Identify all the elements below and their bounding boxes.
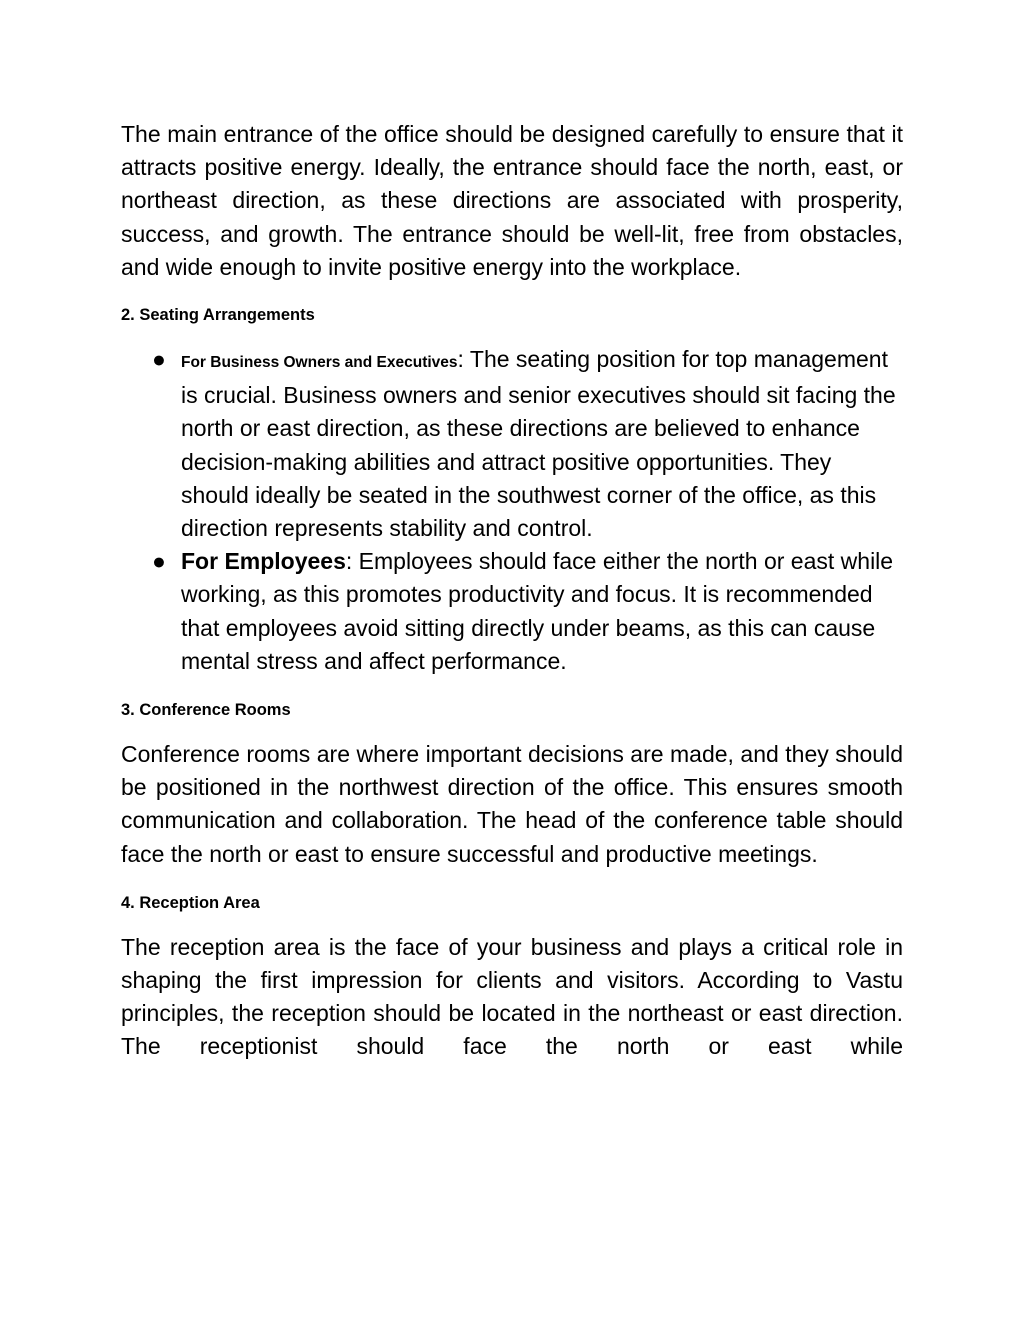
conference-paragraph: Conference rooms are where important decisions are made, and they should be positioned in the northwest direction of the office. This ensures smooth communication and collaboration. The head of the conference table should face the north or east to ensure successful and productive meetings. — [121, 741, 903, 867]
reception-paragraph: The reception area is the face of your business and plays a critical role in shaping the first impression for clients and visitors. According to Vastu principles, the reception should be located in the northeast or east direction. The receptionist should face the north or east while — [121, 933, 903, 1060]
bullet-separator: : — [345, 548, 353, 575]
conference-heading: 3. Conference Rooms — [121, 701, 291, 720]
bullet-separator: : — [457, 346, 464, 373]
list-item — [121, 343, 903, 545]
bullet-icon: ● — [152, 548, 166, 575]
intro-paragraph: The main entrance of the office should be designed carefully to ensure that it attracts positive energy. Ideally, the entrance should face the north, east, or northeast direction, as these directions are associated with prosperity, success, and growth. The entrance should be well-lit, free from obstacles, and wide enough to invite positive energy into the workplace. — [121, 121, 903, 280]
bullet-lead-employees: For Employees — [181, 548, 346, 575]
seating-list — [121, 343, 903, 678]
bullet-lead-executives: For Business Owners and Executives — [181, 354, 458, 372]
list-item — [121, 545, 903, 678]
bullet-body-executives: The seating position for top management is crucial. Business owners and senior executives should sit facing the north or east direction, as these directions are believed to enhance decision-making abilities and attract positive opportunities. They should ideally be seated in the southwest corner of the office, as this direction represents stability and control. — [181, 346, 896, 542]
bullet-body-employees: Employees should face either the north or east while working, as this promotes productivity and focus. It is recommended that employees avoid sitting directly under beams, as this can cause mental stress and affect performance. — [181, 548, 894, 674]
bullet-icon: ● — [152, 346, 166, 373]
document-page — [121, 118, 903, 1064]
reception-heading: 4. Reception Area — [121, 893, 260, 912]
seating-heading: 2. Seating Arrangements — [121, 306, 315, 325]
